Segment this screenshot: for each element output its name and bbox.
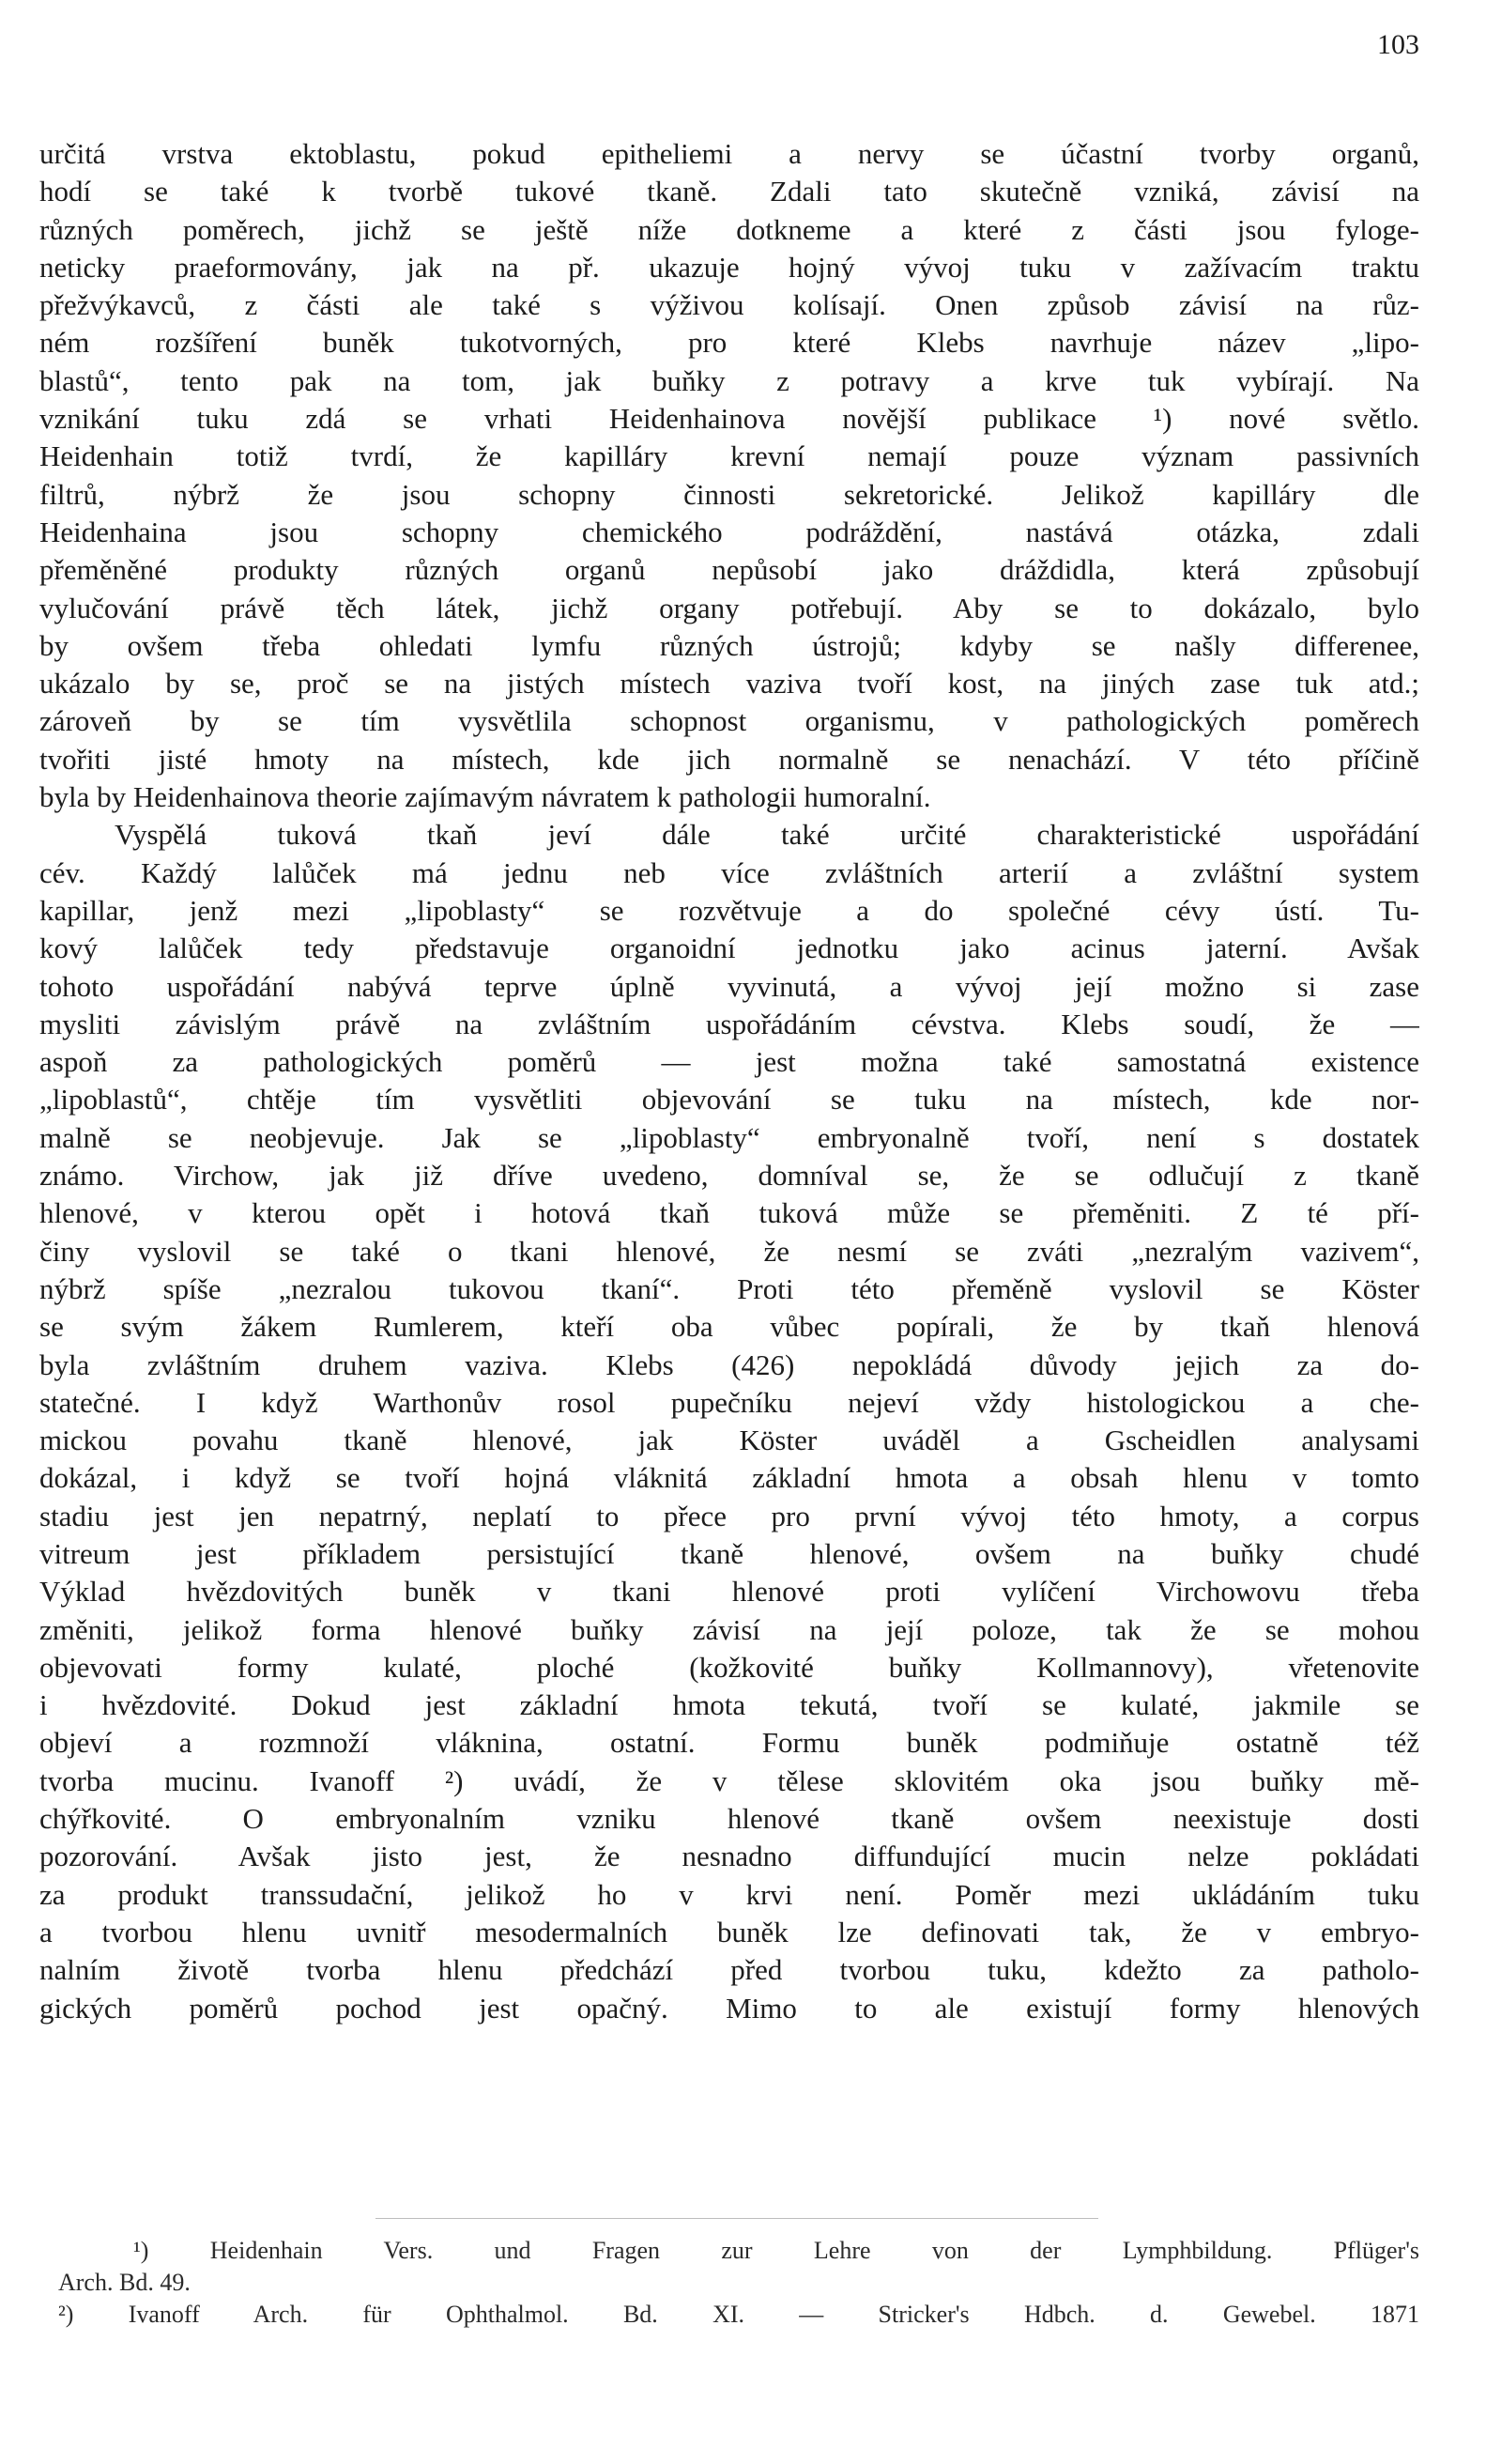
body-line: tvorba mucinu. Ivanoff ²) uvádí, že v tělese sklovitém oka jsou buňky mě- (39, 1763, 1419, 1797)
body-line: blastů“, tento pak na tom, jak buňky z potravy a krve tuk vybírají. Na (39, 363, 1419, 397)
body-line: „lipoblastů“, chtěje tím vysvětliti objevování se tuku na místech, kde nor- (39, 1083, 1419, 1116)
footnote-1-line: ¹) Heidenhain Vers. und Fragen zur Lehre von der Lymphbildung. Pflüger's (133, 2237, 1419, 2264)
body-line: by ovšem třeba ohledati lymfu různých ústrojů; kdyby se našly differenee, (39, 628, 1419, 662)
body-line: dokázal, i když se tvoří hojná vláknitá základní hmota a obsah hlenu v tomto (39, 1461, 1419, 1495)
body-line: přeměněné produkty různých organů nepůsobí jako dráždidla, která způsobují (39, 553, 1419, 587)
body-line: filtrů, nýbrž že jsou schopny činnosti sekretorické. Jelikož kapilláry dle (39, 477, 1419, 511)
body-line: cév. Každý lalůček má jednu neb více zvláštních arterií a zvláštní system (39, 855, 1419, 889)
body-line: Vyspělá tuková tkaň jeví dále také určité charakteristické uspořádání (115, 818, 1419, 852)
body-line: chýřkovité. O embryonalním vzniku hlenové tkaně ovšem neexistuje dosti (39, 1802, 1419, 1836)
body-line: změniti, jelikož forma hlenové buňky závisí na její poloze, tak že se mohou (39, 1612, 1419, 1646)
body-line: za produkt transsudační, jelikož ho v krvi není. Poměr mezi ukládáním tuku (39, 1877, 1419, 1911)
body-line: gických poměrů pochod jest opačný. Mimo to ale existují formy hlenových (39, 1991, 1419, 2025)
body-line: ukázalo by se, proč se na jistých místech vaziva tvoří kost, na jiných zase tuk atd.; (39, 667, 1419, 701)
footnote-2-line: ²) Ivanoff Arch. für Ophthalmol. Bd. XI. — Stricker's Hdbch. d. Gewebel. 1871 (58, 2301, 1419, 2328)
body-line: byla by Heidenhainova theorie zajímavým návratem k pathologii humoralní. (39, 780, 931, 814)
body-line: nalním životě tvorba hlenu předchází před tvorbou tuku, kdežto za patholo- (39, 1953, 1419, 1987)
body-line: mickou povahu tkaně hlenové, jak Köster uváděl a Gscheidlen analysami (39, 1424, 1419, 1457)
body-line: tohoto uspořádání nabývá teprve úplně vyvinutá, a vývoj její možno si zase (39, 969, 1419, 1003)
body-line: kový lalůček tedy představuje organoidní jednotku jako acinus jaterní. Avšak (39, 932, 1419, 965)
body-line: a tvorbou hlenu uvnitř mesodermalních buněk lze definovati tak, že v embryo- (39, 1915, 1419, 1948)
body-line: tvořiti jisté hmoty na místech, kde jich normalně se nenachází. V této příčině (39, 742, 1419, 776)
body-line: se svým žákem Rumlerem, kteří oba vůbec popírali, že by tkaň hlenová (39, 1310, 1419, 1344)
body-line: přežvýkavců, z části ale také s výživou kolísají. Onen způsob závisí na růz- (39, 288, 1419, 322)
body-line: mysliti závislým právě na zvláštním uspořádáním cévstva. Klebs soudí, že — (39, 1007, 1419, 1040)
page-number: 103 (1377, 29, 1419, 60)
body-line: vylučování právě těch látek, jichž organy potřebují. Aby se to dokázalo, bylo (39, 591, 1419, 624)
body-line: pozorování. Avšak jisto jest, že nesnadno diffundující mucin nelze pokládati (39, 1840, 1419, 1873)
body-line: Heidenhaina jsou schopny chemického podráždění, nastává otázka, zdali (39, 515, 1419, 548)
footnote-divider (375, 2218, 1098, 2219)
body-line: hlenové, v kterou opět i hotová tkaň tuková může se přeměniti. Z té pří- (39, 1196, 1419, 1230)
body-line: aspoň za pathologických poměrů — jest možna také samostatná existence (39, 1045, 1419, 1079)
body-line: kapillar, jenž mezi „lipoblasty“ se rozvětvuje a do společné cévy ústí. Tu- (39, 893, 1419, 927)
body-line: určitá vrstva ektoblastu, pokud epitheliemi a nervy se účastní tvorby organů, (39, 137, 1419, 170)
body-line: činy vyslovil se také o tkani hlenové, že nesmí se zváti „nezralým vazivem“, (39, 1234, 1419, 1268)
body-line: statečné. I když Warthonův rosol pupečníku nejeví vždy histologickou a che- (39, 1385, 1419, 1419)
body-text (39, 135, 1419, 2027)
body-line: nýbrž spíše „nezralou tukovou tkaní“. Proti této přeměně vyslovil se Köster (39, 1271, 1419, 1305)
body-line: vznikání tuku zdá se vrhati Heidenhainova novější publikace ¹) nové světlo. (39, 402, 1419, 436)
body-line: i hvězdovité. Dokud jest základní hmota tekutá, tvoří se kulaté, jakmile se (39, 1688, 1419, 1722)
body-line: zároveň by se tím vysvětlila schopnost organismu, v pathologických poměrech (39, 704, 1419, 738)
body-line: malně se neobjevuje. Jak se „lipoblasty“ embryonalně tvoří, není s dostatek (39, 1120, 1419, 1154)
body-line: hodí se také k tvorbě tukové tkaně. Zdali tato skutečně vzniká, závisí na (39, 175, 1419, 208)
body-line: byla zvláštním druhem vaziva. Klebs (426) nepokládá důvody jejich za do- (39, 1348, 1419, 1381)
body-line: objeví a rozmnoží vláknina, ostatní. Formu buněk podmiňuje ostatně též (39, 1726, 1419, 1760)
body-line: objevovati formy kulaté, ploché (kožkovité buňky Kollmannovy), vřetenovite (39, 1650, 1419, 1684)
body-line: neticky praeformovány, jak na př. ukazuje hojný vývoj tuku v zažívacím traktu (39, 250, 1419, 284)
body-line: stadiu jest jen nepatrný, neplatí to přece pro první vývoj této hmoty, a corpus (39, 1499, 1419, 1532)
body-line: Výklad hvězdovitých buněk v tkani hlenové proti vylíčení Virchowovu třeba (39, 1575, 1419, 1609)
body-line: vitreum jest příkladem persistující tkaně hlenové, ovšem na buňky chudé (39, 1536, 1419, 1570)
body-line: Heidenhain totiž tvrdí, že kapilláry krevní nemají pouze význam passivních (39, 439, 1419, 473)
footnotes (58, 2235, 1419, 2331)
body-line: různých poměrech, jichž se ještě níže dotkneme a které z části jsou fyloge- (39, 212, 1419, 246)
body-line: ném rozšíření buněk tukotvorných, pro které Klebs navrhuje název „lipo- (39, 326, 1419, 360)
body-line: známo. Virchow, jak již dříve uvedeno, domníval se, že se odlučují z tkaně (39, 1159, 1419, 1193)
footnote-1-line: Arch. Bd. 49. (58, 2269, 191, 2296)
